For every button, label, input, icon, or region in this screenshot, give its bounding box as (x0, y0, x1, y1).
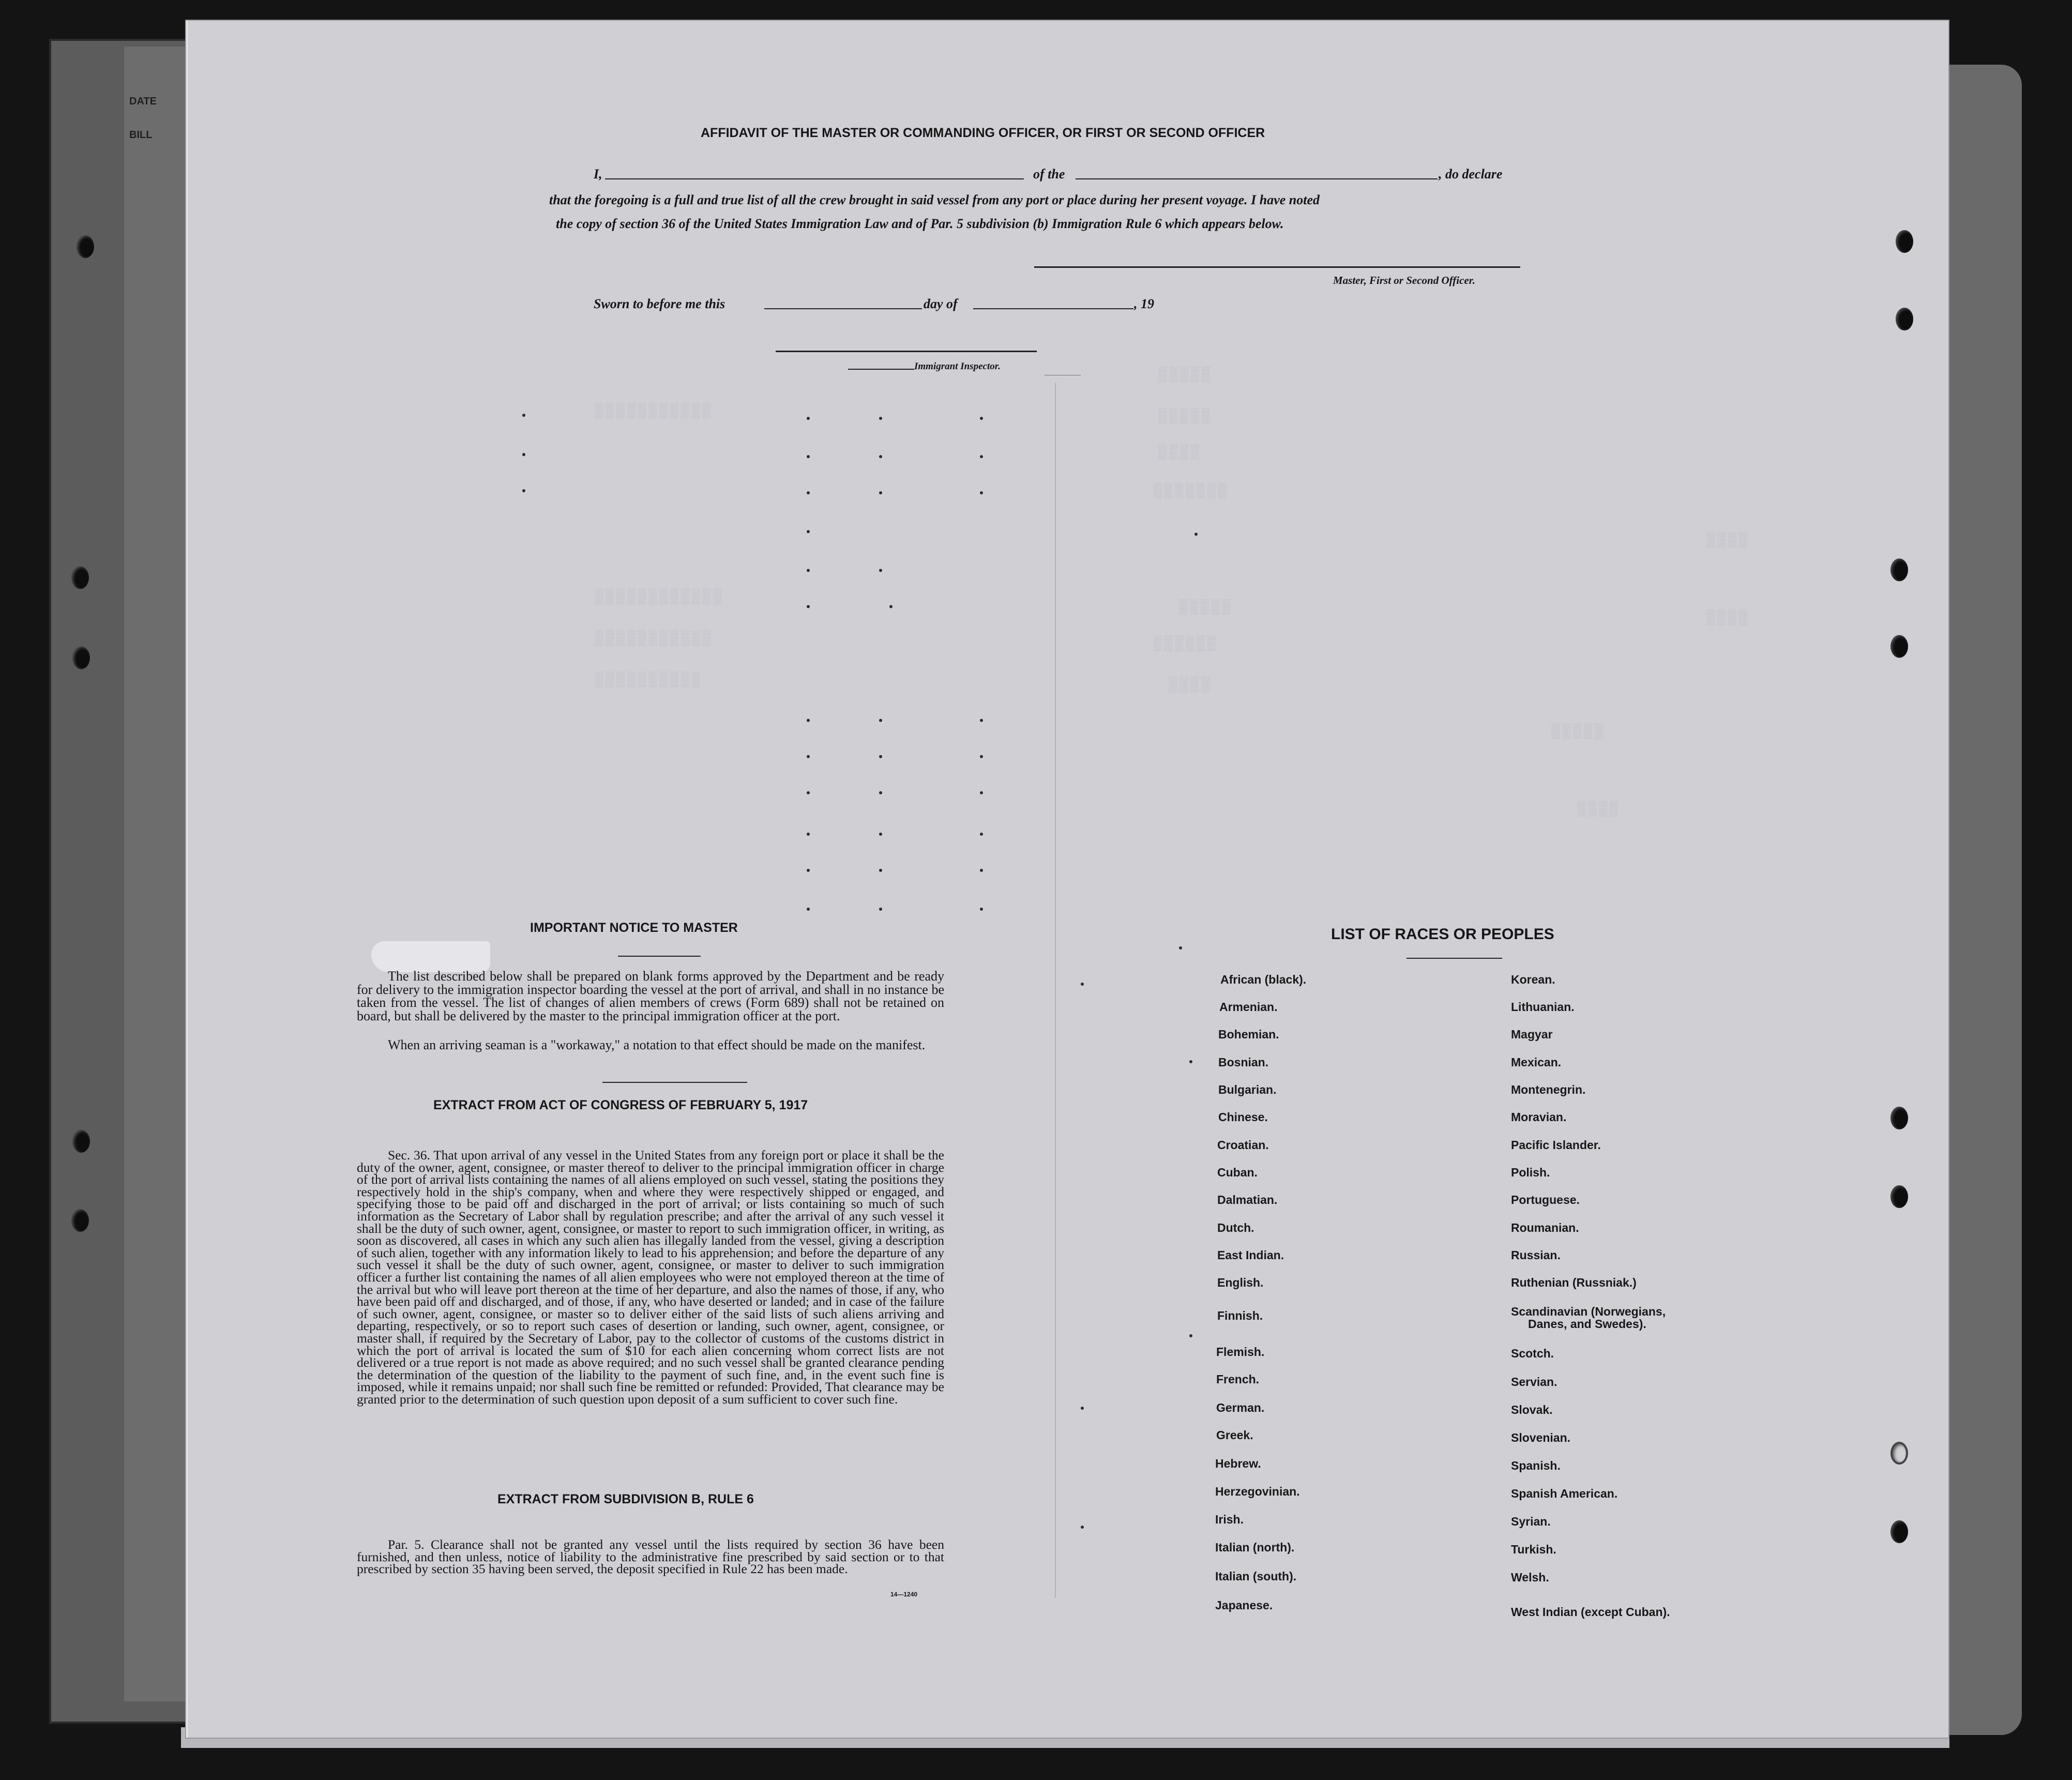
race-item: African (black). (1220, 973, 1307, 986)
punch-hole (1890, 635, 1908, 658)
dot-mark (879, 791, 882, 794)
race-item: Scandinavian (Norwegians, (1511, 1305, 1666, 1318)
dot-mark (522, 489, 525, 492)
race-item: Finnish. (1217, 1309, 1263, 1322)
dot-mark (807, 455, 810, 458)
day-of-label: day of (924, 296, 958, 311)
dot-mark (980, 755, 983, 758)
dot-mark (879, 455, 882, 458)
notice-paragraph-1: The list described below shall be prepared on blank forms approved by the Department and be ready for delivery to the immigration inspector boarding the vessel at the port of arrival, and shall in no instance be taken from the vessel. The list of changes of alien members of crews (Form 689) shall not be retained on board, but shall be delivered by the master to the principal immigration officer at the port. (357, 969, 944, 1023)
race-item-continuation: Danes, and Swedes). (1528, 1317, 1646, 1331)
dot-mark (980, 791, 983, 794)
extract-rule-title: EXTRACT FROM SUBDIVISION B, RULE 6 (497, 1492, 754, 1506)
race-item: Moravian. (1511, 1110, 1567, 1124)
dot-mark (807, 833, 810, 836)
punch-hole-empty (1890, 1442, 1908, 1465)
race-item: Roumanian. (1511, 1221, 1579, 1234)
race-item: Scotch. (1511, 1347, 1554, 1360)
dot-mark (879, 908, 882, 911)
race-item: Slovenian. (1511, 1431, 1571, 1444)
dot-mark (1194, 533, 1198, 536)
races-title-underline (1406, 958, 1502, 959)
bleed-through-mark: ▒▒▒▒ (1706, 610, 1750, 626)
punch-hole (1890, 1520, 1908, 1543)
race-item: Korean. (1511, 973, 1555, 986)
race-item: Magyar (1511, 1028, 1553, 1041)
affidavit-line-2: that the foregoing is a full and true list of all the crew brought in said vessel from any port or place during her present voyage. I have noted (549, 192, 1320, 207)
dot-mark (807, 417, 810, 420)
races-title: LIST OF RACES OR PEOPLES (1331, 926, 1554, 943)
race-item: East Indian. (1217, 1248, 1284, 1262)
dot-mark (522, 414, 525, 417)
race-item: Greek. (1216, 1428, 1253, 1442)
dot-mark (807, 719, 810, 722)
dot-mark (879, 417, 882, 420)
race-item: Croatian. (1217, 1138, 1269, 1152)
bleed-through-mark: ▒▒▒▒ (1577, 802, 1621, 818)
race-item: Portuguese. (1511, 1193, 1580, 1206)
bleed-through-mark: ▒▒▒▒▒ (1179, 600, 1233, 616)
dot-mark (980, 491, 983, 494)
dot-mark (807, 908, 810, 911)
extract-rule-body: Par. 5. Clearance shall not be granted any vessel until the lists required by section 36 have been furnished, and then unless, notice of liability to the administrative fine prescribed by said section or to that prescribed by section 35 having been served, the deposit specified in Rule 22 has been made. (357, 1537, 944, 1577)
race-item: Bulgarian. (1218, 1083, 1277, 1096)
dot-mark (879, 869, 882, 872)
dot-mark (1081, 983, 1084, 986)
left-sheet-label-bill: BILL (129, 129, 153, 141)
dot-mark (879, 569, 882, 572)
paper-damage-smudge (371, 941, 490, 972)
punch-hole (1890, 559, 1908, 581)
bleed-through-mark: ▒▒▒▒ (1706, 533, 1750, 549)
race-item: Dutch. (1217, 1221, 1254, 1234)
race-item: Bosnian. (1218, 1055, 1269, 1069)
race-item: Lithuanian. (1511, 1000, 1575, 1014)
race-item: Slovak. (1511, 1403, 1553, 1416)
dot-mark (522, 453, 525, 456)
bleed-through-mark: ▒▒▒▒▒▒ (1153, 636, 1218, 652)
race-item: Ruthenian (Russniak.) (1511, 1276, 1637, 1289)
bleed-through-mark: ▒▒▒▒▒▒▒▒▒▒▒ (595, 403, 713, 419)
dot-mark (807, 569, 810, 572)
sworn-label: Sworn to before me this (594, 296, 725, 311)
punch-hole (77, 235, 94, 258)
punch-hole (1890, 1185, 1908, 1208)
affidavit-i-label: I, (594, 167, 602, 182)
race-item: Polish. (1511, 1166, 1550, 1179)
dot-mark (807, 530, 810, 533)
year-prefix: , 19 (1134, 296, 1154, 311)
dot-mark (807, 791, 810, 794)
bleed-through-mark: ▒▒▒▒▒▒▒▒▒▒▒▒ (595, 590, 724, 606)
dot-mark (980, 417, 983, 420)
race-item: Cuban. (1217, 1166, 1258, 1179)
vessel-blank-line (1076, 178, 1438, 179)
dot-mark (980, 908, 983, 911)
race-item: Flemish. (1216, 1345, 1265, 1359)
punch-hole (72, 646, 90, 669)
affidavit-do-declare-label: , do declare (1439, 167, 1503, 182)
punch-hole (72, 1130, 90, 1153)
notice-title-underline (618, 956, 701, 957)
dot-mark (807, 755, 810, 758)
race-item: West Indian (except Cuban). (1511, 1605, 1670, 1619)
affidavit-line-3: the copy of section 36 of the United States Immigration Law and of Par. 5 subdivision (b) Immigration Rule 6 which appears below. (556, 216, 1284, 231)
race-item: Welsh. (1511, 1571, 1549, 1584)
dot-mark (879, 833, 882, 836)
race-item: Japanese. (1215, 1598, 1273, 1612)
race-item: Pacific Islander. (1511, 1138, 1601, 1152)
punch-hole (71, 566, 89, 589)
race-item: Montenegrin. (1511, 1083, 1586, 1096)
race-item: Italian (north). (1215, 1541, 1295, 1554)
dot-mark (980, 719, 983, 722)
center-fold-line (1055, 383, 1056, 1598)
dot-mark (1189, 1334, 1192, 1337)
form-number: 14—1240 (890, 1591, 918, 1598)
signature-line (1034, 266, 1520, 268)
dot-mark (980, 455, 983, 458)
dot-mark (1179, 946, 1182, 949)
dot-mark (980, 869, 983, 872)
punch-hole (71, 1209, 89, 1232)
bleed-through-mark: ▒▒▒▒▒ (1158, 409, 1213, 425)
sworn-day-blank-line (764, 308, 922, 309)
dot-mark (807, 605, 810, 608)
dot-mark (980, 833, 983, 836)
extract-act-body: Sec. 36. That upon arrival of any vessel in the United States from any foreign port or place it shall be the duty of the owner, agent, consignee, or master thereof to deliver to the principal immigration officer in charge of the port of arrival lists containing the names of all aliens employed on such vessel, stating the positions they respectively hold in the ship's company, when and where they were respectively shipped or engaged, and specifying those to be paid off and discharged in the port of arrival; or lists containing so much of such information as the Secretary of Labor shall by regulation prescribe; and after the arrival of any such vessel it shall be the duty of such owner, agent, consignee, or master to report to such immigration officer, in writing, as soon as discovered, all cases in which any such alien has illegally landed from the vessel, giving a description of such alien, together with any information likely to lead to his apprehension; and before the departure of any such vessel it shall be the duty of such owner, agent, consignee, or master to deliver to such immigration officer a further list containing the names of all alien employees who were not employed thereon at the time of the arrival but who will leave port thereon at the time of her departure, and also the names of those, if any, who have been paid off and discharged, and of those, if any, who have deserted or landed; and in case of the failure of such owner, agent, consignee, or master so to deliver either of the said lists of such aliens arriving and departing, respectively, or so to report such cases of desertion or landing, such owner, agent, consignee, or master shall, if required by the Secretary of Labor, pay to the collector of customs of the customs district in which the port of arrival is located the sum of $10 for each alien concerning whom correct lists are not delivered or a true report is not made as above required; and no such vessel shall be granted clearance pending the determination of the question of the liability to the payment of such fine, and, in the event such fine is imposed, while it remains unpaid; nor shall such fine be remitted or refunded: Provided, That clearance may be granted prior to the determination of such question upon deposit of a sum sufficient to cover such fine. (357, 1148, 944, 1407)
name-blank-line (605, 178, 1024, 179)
race-item: English. (1217, 1276, 1264, 1289)
race-item: Hebrew. (1215, 1457, 1261, 1470)
race-item: Spanish American. (1511, 1487, 1618, 1500)
punch-hole (1896, 230, 1913, 253)
bleed-through-mark: ▒▒▒▒▒ (1551, 724, 1606, 740)
bleed-through-mark: ▒▒▒▒ (1169, 677, 1212, 693)
bleed-through-mark: ▒▒▒▒▒ (1158, 367, 1213, 383)
race-item: Syrian. (1511, 1515, 1551, 1528)
race-item: Turkish. (1511, 1543, 1556, 1556)
extract-act-title: EXTRACT FROM ACT OF CONGRESS OF FEBRUARY 5, 1917 (433, 1098, 808, 1112)
affidavit-of-the-label: of the (1033, 167, 1065, 182)
dot-mark (879, 719, 882, 722)
dot-mark (807, 491, 810, 494)
race-item: Italian (south). (1215, 1570, 1297, 1583)
bleed-through-mark: ▒▒▒▒▒▒▒▒▒▒▒ (595, 631, 713, 647)
race-item: Russian. (1511, 1248, 1561, 1262)
dot-mark (807, 869, 810, 872)
race-item: Spanish. (1511, 1459, 1561, 1472)
dot-mark (1081, 1526, 1084, 1529)
left-sheet-label-date: DATE (129, 96, 157, 107)
race-item: Herzegovinian. (1215, 1485, 1300, 1498)
race-item: Dalmatian. (1217, 1193, 1278, 1206)
dot-mark (1189, 1060, 1192, 1063)
notice-paragraph-2: When an arriving seaman is a "workaway," a notation to that effect should be made on the manifest. (388, 1037, 926, 1052)
race-item: Irish. (1215, 1513, 1244, 1526)
punch-hole (1890, 1107, 1908, 1129)
dot-mark (879, 755, 882, 758)
race-item: Mexican. (1511, 1055, 1562, 1069)
inspector-label: Immigrant Inspector. (914, 361, 1001, 372)
affidavit-title: AFFIDAVIT OF THE MASTER OR COMMANDING OFFICER, OR FIRST OR SECOND OFFICER (701, 126, 1265, 140)
race-item: Chinese. (1218, 1110, 1268, 1124)
race-item: Armenian. (1219, 1000, 1278, 1014)
race-item: Bohemian. (1218, 1028, 1279, 1041)
bleed-through-mark: ▒▒▒▒▒▒▒ (1153, 484, 1229, 500)
document-page (186, 21, 1948, 1738)
dot-mark (879, 491, 882, 494)
punch-hole (1896, 308, 1913, 330)
month-blank-line (973, 308, 1133, 309)
race-item: Servian. (1511, 1375, 1557, 1389)
dot-mark (1081, 1407, 1084, 1410)
signature-label: Master, First or Second Officer. (1333, 274, 1475, 286)
race-item: German. (1216, 1401, 1265, 1414)
race-item: French. (1216, 1372, 1260, 1386)
bleed-through-mark: ▒▒▒▒▒▒▒▒▒▒ (595, 672, 703, 688)
inspector-signature-line (776, 351, 1037, 352)
dot-mark (889, 605, 893, 608)
section-divider (602, 1082, 747, 1083)
notice-title: IMPORTANT NOTICE TO MASTER (530, 921, 738, 935)
bleed-through-mark: ▒▒▒▒ (1158, 445, 1202, 461)
inspector-short-line (848, 369, 914, 370)
